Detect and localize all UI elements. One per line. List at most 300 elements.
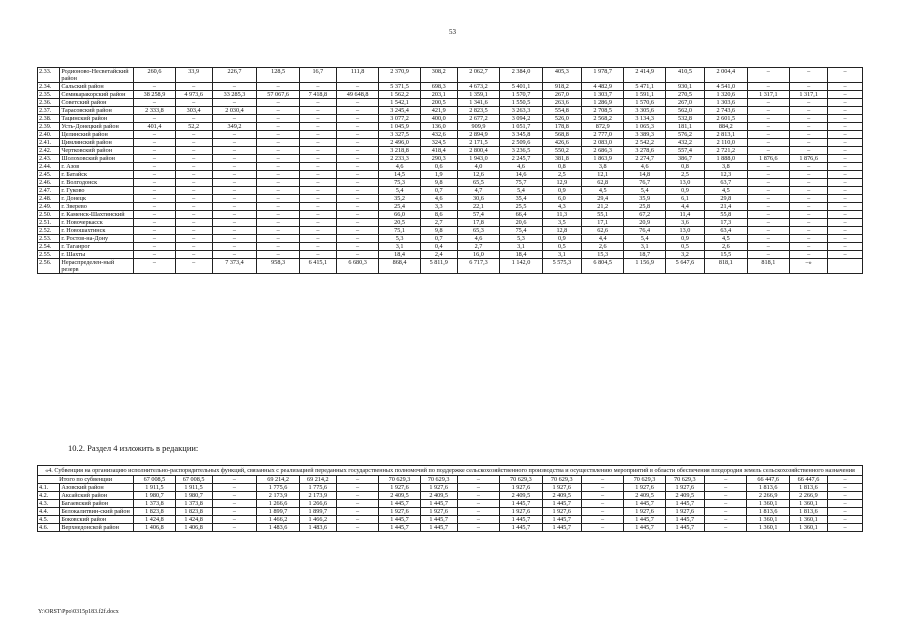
table-row	[38, 492, 863, 500]
table-cell: –	[790, 203, 828, 211]
table-cell: –	[827, 508, 862, 516]
row-number: 2.46.	[38, 179, 60, 187]
table-cell: 1 927,6	[624, 508, 665, 516]
table-cell: 3 327,5	[379, 131, 420, 139]
table-cell: 9,8	[420, 227, 457, 235]
table-cell: –	[212, 243, 257, 251]
table-cell: –	[828, 219, 863, 227]
table-cell: –	[828, 163, 863, 171]
total-cell: 66 447,6	[789, 476, 827, 484]
table-cell: 3 278,6	[624, 147, 665, 155]
table-cell: 21,4	[705, 203, 748, 211]
table-cell: –	[747, 163, 790, 171]
table-cell: 1 317,1	[747, 91, 790, 99]
table-cell: 2 409,5	[420, 492, 457, 500]
table-cell: 5 811,9	[420, 259, 457, 274]
table-cell: 20,9	[624, 219, 665, 227]
table-cell: –	[828, 107, 863, 115]
table-cell: 2 777,0	[581, 131, 624, 139]
table-cell: –	[336, 147, 379, 155]
table-cell: 2 542,2	[624, 139, 665, 147]
table-cell: 3,1	[379, 243, 420, 251]
table-cell: –	[257, 203, 300, 211]
table-cell: 401,4	[134, 123, 175, 131]
total-cell: 70 629,3	[500, 476, 543, 484]
table-cell: 49 648,8	[336, 91, 379, 99]
table-cell: 65,3	[457, 227, 500, 235]
total-cell: 67 008,5	[134, 476, 175, 484]
table-cell: –	[175, 115, 212, 123]
table-cell: –	[747, 251, 790, 259]
table-cell: –	[336, 163, 379, 171]
table-cell: –	[134, 219, 175, 227]
table-cell: –	[299, 235, 336, 243]
table-cell: 67,2	[624, 211, 665, 219]
table-cell: 76,7	[624, 179, 665, 187]
table-cell: 62,8	[581, 179, 624, 187]
table-cell: –	[828, 171, 863, 179]
table-cell: 568,8	[542, 131, 581, 139]
table-cell: 4,6	[379, 163, 420, 171]
table-cell: 6 415,1	[299, 259, 336, 274]
table-cell: 1 542,1	[379, 99, 420, 107]
table-cell: 2 173,9	[257, 492, 300, 500]
table-cell: –	[175, 211, 212, 219]
table-cell: 1 303,6	[705, 99, 748, 107]
total-row	[38, 476, 863, 484]
table-cell: –	[336, 139, 379, 147]
table-cell: –	[299, 107, 336, 115]
table-cell: 18,4	[500, 251, 543, 259]
table-cell: 1 445,7	[624, 524, 665, 532]
table-cell: –	[828, 195, 863, 203]
row-name: Верхнедонской район	[60, 524, 134, 532]
table-cell: 3,1	[542, 251, 581, 259]
table-cell: 4,5	[705, 187, 748, 195]
table-cell: –	[747, 187, 790, 195]
table-cell: 14,5	[379, 171, 420, 179]
table-cell: 8,6	[420, 211, 457, 219]
table-cell: 0,9	[542, 235, 581, 243]
table-row	[38, 171, 863, 179]
table-cell: –	[212, 139, 257, 147]
table-cell: 1 943,0	[457, 155, 500, 163]
table-cell: 3,1	[624, 243, 665, 251]
table-cell: –	[212, 484, 257, 492]
table-cell: –	[299, 139, 336, 147]
table-cell: –	[299, 195, 336, 203]
row-name: Багаевский район	[60, 500, 134, 508]
table-cell: 2 677,2	[457, 115, 500, 123]
total-cell: –	[336, 476, 379, 484]
table-cell: –	[134, 259, 175, 274]
table-cell: 426,6	[542, 139, 581, 147]
table-cell: –	[747, 139, 790, 147]
table-cell: –	[257, 243, 300, 251]
table-cell: 3,1	[500, 243, 543, 251]
table-cell: –	[747, 123, 790, 131]
table-cell: 6 680,3	[336, 259, 379, 274]
table-cell: 3 134,3	[624, 115, 665, 123]
table-cell: –	[581, 516, 624, 524]
table-cell: –	[828, 99, 863, 107]
table-cell: 2 568,2	[581, 115, 624, 123]
row-number: 2.38.	[38, 115, 60, 123]
table-row	[38, 155, 863, 163]
table-cell: 65,5	[457, 179, 500, 187]
table-row	[38, 68, 863, 83]
table-cell: 410,5	[665, 68, 704, 83]
table-cell: –	[257, 123, 300, 131]
table-cell: 432,2	[665, 139, 704, 147]
row-name: г. Шахты	[60, 251, 134, 259]
table-cell: 18,4	[379, 251, 420, 259]
table-cell: –	[747, 107, 790, 115]
table-cell: 1 373,8	[175, 500, 212, 508]
table-cell: –	[175, 243, 212, 251]
table-cell	[828, 259, 863, 274]
table-cell: –	[828, 147, 863, 155]
table-cell: 1 911,5	[134, 484, 175, 492]
table-cell: 1 927,6	[665, 508, 704, 516]
table-cell: –	[828, 211, 863, 219]
row-name: Усть-Донецкий район	[60, 123, 134, 131]
table-cell: 2 370,9	[379, 68, 420, 83]
table-cell: 4 673,2	[457, 83, 500, 91]
table-cell: 576,2	[665, 131, 704, 139]
table-cell: –	[175, 171, 212, 179]
table-cell: 562,0	[665, 107, 704, 115]
table-cell: 1 445,7	[665, 524, 704, 532]
table-cell: 0,7	[420, 187, 457, 195]
table-cell: 1 445,7	[379, 516, 420, 524]
table-cell: –	[790, 235, 828, 243]
table-cell: –	[175, 179, 212, 187]
table-cell: 1 775,6	[257, 484, 300, 492]
table-row	[38, 115, 863, 123]
table-cell: –	[747, 235, 790, 243]
table-cell: 0,4	[420, 243, 457, 251]
total-cell: 67 008,5	[175, 476, 212, 484]
table-cell: –	[457, 508, 500, 516]
row-name: Азовский район	[60, 484, 134, 492]
table-cell: –	[336, 524, 379, 532]
table-cell: 1 562,2	[379, 91, 420, 99]
table-cell: 35,9	[624, 195, 665, 203]
table-cell: –	[212, 516, 257, 524]
table-cell: 1,9	[420, 171, 457, 179]
table-row	[38, 524, 863, 532]
table-cell: –	[257, 251, 300, 259]
table-cell: 1 360,1	[747, 524, 790, 532]
table-cell: –	[175, 219, 212, 227]
row-number: 2.49.	[38, 203, 60, 211]
table-cell: –	[336, 115, 379, 123]
table-cell: –	[827, 484, 862, 492]
table-cell: 14,6	[500, 171, 543, 179]
table-cell: 4,0	[457, 163, 500, 171]
table-cell: 1 317,1	[790, 91, 828, 99]
table-row	[38, 243, 863, 251]
table-cell: –	[212, 147, 257, 155]
table-cell: –	[175, 139, 212, 147]
table-cell: 1 045,9	[379, 123, 420, 131]
table-cell: 25,4	[379, 203, 420, 211]
table-cell: 818,1	[747, 259, 790, 274]
table-cell: 13,0	[665, 227, 704, 235]
table-cell: –	[336, 131, 379, 139]
table-cell: –	[747, 203, 790, 211]
table-cell: –	[212, 99, 257, 107]
table-cell: –	[336, 516, 379, 524]
table-cell: 2 686,3	[581, 147, 624, 155]
table-cell: 1 406,8	[134, 524, 175, 532]
table-cell: –	[336, 219, 379, 227]
table-cell: –	[336, 492, 379, 500]
row-number: 2.45.	[38, 171, 60, 179]
table-cell: 57,4	[457, 211, 500, 219]
table-cell: –	[336, 235, 379, 243]
table-cell: –	[704, 492, 747, 500]
table-cell: 1 927,6	[379, 484, 420, 492]
table-cell: –	[257, 219, 300, 227]
table-cell: 1 888,0	[705, 155, 748, 163]
table-cell: –	[747, 211, 790, 219]
table-row	[38, 123, 863, 131]
table-cell: –	[134, 171, 175, 179]
table-cell: 1 927,6	[420, 484, 457, 492]
table-cell: –	[457, 524, 500, 532]
table-cell: –	[257, 235, 300, 243]
table-cell: –	[747, 147, 790, 155]
row-name: Родионово-Несветайский район	[60, 68, 134, 83]
table-cell: 33,9	[175, 68, 212, 83]
table-cell: –	[336, 123, 379, 131]
table-cell: 2 083,0	[581, 139, 624, 147]
table-row	[38, 195, 863, 203]
table-cell: –	[457, 500, 500, 508]
table-cell: 2 813,1	[705, 131, 748, 139]
table-cell: 3 245,4	[379, 107, 420, 115]
table-cell: 25,8	[624, 203, 665, 211]
table-cell: –	[257, 155, 300, 163]
total-cell: 70 629,3	[624, 476, 665, 484]
table-cell: –	[828, 235, 863, 243]
table-cell: –	[134, 243, 175, 251]
table-cell: 1 445,7	[542, 516, 581, 524]
table-cell: 1 424,8	[175, 516, 212, 524]
table-cell: 3 305,6	[624, 107, 665, 115]
table-cell: 557,4	[665, 147, 704, 155]
table-cell: –	[175, 155, 212, 163]
table-cell: 1 813,6	[747, 484, 790, 492]
table-cell: 12,1	[581, 171, 624, 179]
table-cell: –	[828, 155, 863, 163]
table-cell: –	[212, 171, 257, 179]
table-cell: –	[299, 211, 336, 219]
table-cell: –	[581, 492, 624, 500]
table-cell: 2 601,5	[705, 115, 748, 123]
total-cell: 70 629,3	[379, 476, 420, 484]
table-cell: 1 813,6	[747, 508, 790, 516]
row-name: Тацинский район	[60, 115, 134, 123]
table-cell: –	[790, 251, 828, 259]
table-cell: 4 541,0	[705, 83, 748, 91]
table-cell: –	[828, 83, 863, 91]
table-cell: 5 471,1	[624, 83, 665, 91]
table-cell: –	[257, 131, 300, 139]
table-caption: «4. Субвенция на организацию исполнительно-распорядительных функций, связанных с реализацией переданных государственных полномочий по поддержке сельскохозяйственного производства и осуществлению мероприятий в области обеспечения плодородия земель сельскохозяйственного назначения	[38, 466, 863, 476]
table-cell: –	[828, 123, 863, 131]
table-cell: –	[336, 227, 379, 235]
table-cell: 1 591,1	[624, 91, 665, 99]
table-cell: 1 266,6	[257, 500, 300, 508]
table-cell: –	[790, 131, 828, 139]
table-cell: 1 570,6	[624, 99, 665, 107]
table-cell: –	[175, 147, 212, 155]
row-number: 2.34.	[38, 83, 60, 91]
row-number: 2.51.	[38, 219, 60, 227]
table-cell: 4,4	[665, 203, 704, 211]
table-cell: 1 823,8	[175, 508, 212, 516]
table-cell: 1 445,7	[624, 516, 665, 524]
table-cell: –	[704, 500, 747, 508]
table-cell: –	[299, 115, 336, 123]
table-cell: 2 266,9	[789, 492, 827, 500]
table-cell: –	[790, 195, 828, 203]
table-cell: 3 345,8	[500, 131, 543, 139]
table-cell: 2 496,0	[379, 139, 420, 147]
table-cell: 2 894,9	[457, 131, 500, 139]
table-cell: 2,5	[665, 171, 704, 179]
row-number: 2.39.	[38, 123, 60, 131]
table-cell: 0,8	[542, 163, 581, 171]
table-cell: –	[581, 508, 624, 516]
row-number: 2.48.	[38, 195, 60, 203]
table-cell: 0,8	[665, 163, 704, 171]
table-cell: 526,0	[542, 115, 581, 123]
table-cell: 7 418,8	[299, 91, 336, 99]
table-cell: 30,6	[457, 195, 500, 203]
table-cell: –	[828, 243, 863, 251]
table-cell: –	[336, 211, 379, 219]
table-cell: –	[828, 251, 863, 259]
table-cell: –	[790, 123, 828, 131]
table-cell: –	[336, 99, 379, 107]
table-cell: 2 333,8	[134, 107, 175, 115]
table-row	[38, 516, 863, 524]
row-number: 2.55.	[38, 251, 60, 259]
table-cell: 17,3	[705, 219, 748, 227]
table-cell: –	[790, 163, 828, 171]
table-cell: –	[175, 251, 212, 259]
table-cell: 75,1	[379, 227, 420, 235]
table-cell: 2 409,5	[379, 492, 420, 500]
table-cell: –	[790, 83, 828, 91]
table-cell: 1 775,6	[299, 484, 336, 492]
regional-data-table	[37, 67, 863, 274]
table-cell: 0,9	[665, 235, 704, 243]
table-cell: 324,5	[420, 139, 457, 147]
table-cell: 1 445,7	[420, 524, 457, 532]
row-number: 4.6.	[38, 524, 60, 532]
table-cell: 2 721,2	[705, 147, 748, 155]
table-cell: 4 973,6	[175, 91, 212, 99]
table-cell: 2 274,7	[624, 155, 665, 163]
table-cell: 5 371,5	[379, 83, 420, 91]
table-cell: 2 409,5	[624, 492, 665, 500]
table-cell: –	[175, 227, 212, 235]
table-cell: 4,7	[457, 187, 500, 195]
row-name: г. Таганрог	[60, 243, 134, 251]
table-cell: 35,4	[500, 195, 543, 203]
table-cell: 1 483,6	[299, 524, 336, 532]
table-cell: –	[257, 83, 300, 91]
table-cell: –	[175, 203, 212, 211]
table-cell: 12,6	[457, 171, 500, 179]
table-cell: 66,4	[500, 211, 543, 219]
table-cell: 75,3	[379, 179, 420, 187]
table-cell: 1 360,1	[789, 516, 827, 524]
table-cell: –	[581, 500, 624, 508]
table-cell: 75,7	[500, 179, 543, 187]
table-cell: –	[212, 251, 257, 259]
table-cell: –	[828, 139, 863, 147]
table-cell: 4,6	[624, 163, 665, 171]
table-cell: 1 360,1	[789, 524, 827, 532]
total-label: Итого по субвенции	[38, 476, 134, 484]
table-cell: –	[828, 131, 863, 139]
table-cell: –	[747, 171, 790, 179]
table-cell: 0,9	[665, 187, 704, 195]
row-number: 4.4.	[38, 508, 60, 516]
table-cell: 15,3	[581, 251, 624, 259]
table-cell: 1 863,9	[581, 155, 624, 163]
table-cell: 178,8	[542, 123, 581, 131]
table-cell: 6 804,5	[581, 259, 624, 274]
table-cell: 181,1	[665, 123, 704, 131]
table-cell: 3 094,2	[500, 115, 543, 123]
table-cell: 12,3	[705, 171, 748, 179]
table-cell: 1 927,6	[542, 508, 581, 516]
table-cell: 2 171,5	[457, 139, 500, 147]
table-cell: 554,8	[542, 107, 581, 115]
table-cell: 1 266,6	[299, 500, 336, 508]
table-cell: 0,7	[420, 235, 457, 243]
table-cell: –	[457, 516, 500, 524]
table-cell: 1 373,8	[134, 500, 175, 508]
row-number: 4.2.	[38, 492, 60, 500]
row-number: 4.5.	[38, 516, 60, 524]
table-cell: –	[828, 115, 863, 123]
table-cell: –	[212, 179, 257, 187]
table-cell: 2 409,5	[665, 492, 704, 500]
table-cell: 11,4	[665, 211, 704, 219]
table-cell: –	[175, 131, 212, 139]
table-cell: –	[747, 195, 790, 203]
table-cell: 290,3	[420, 155, 457, 163]
table-cell: –	[257, 147, 300, 155]
table-cell: 7 373,4	[212, 259, 257, 274]
table-cell: 0,9	[542, 187, 581, 195]
table-cell: 226,7	[212, 68, 257, 83]
table-cell: 2 233,3	[379, 155, 420, 163]
table-row	[38, 203, 863, 211]
table-cell: 5,4	[624, 235, 665, 243]
table-cell: –	[175, 235, 212, 243]
table-cell: 2,7	[420, 219, 457, 227]
table-cell: 2,4	[420, 251, 457, 259]
